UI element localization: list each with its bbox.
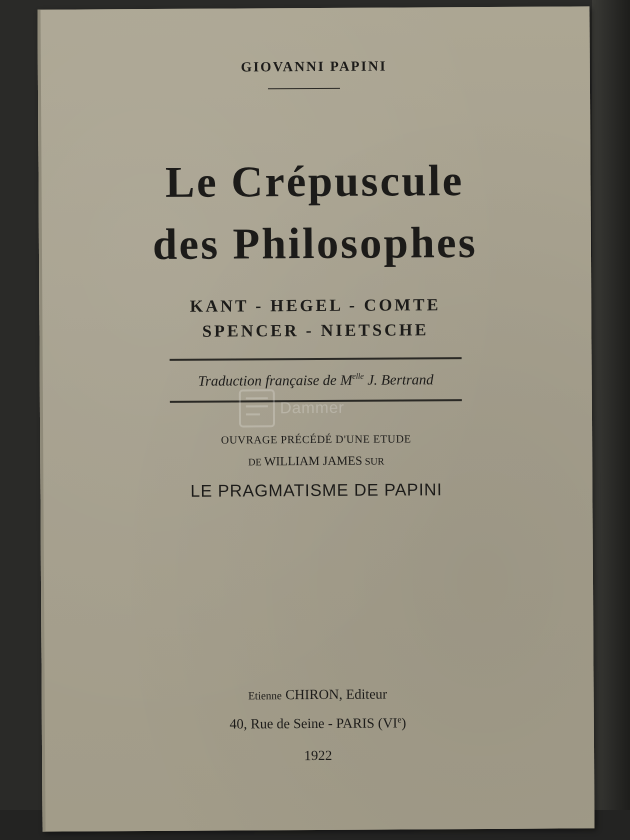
translator-name: J. Bertrand (363, 372, 434, 389)
address-superscript: e (397, 714, 402, 725)
preface-author (40, 452, 592, 470)
philosophers-line-1: KANT - HEGEL - COMTE (189, 295, 441, 316)
divider-top (170, 357, 462, 360)
publisher-etienne: Etienne (248, 690, 282, 703)
title-line-1: Le Crépuscule (165, 156, 464, 207)
publisher-address (42, 713, 594, 734)
watermark (236, 384, 396, 433)
book-cover (37, 6, 594, 831)
preface-author-name: WILLIAM JAMES (264, 453, 363, 469)
publisher (42, 686, 594, 705)
author-name: GIOVANNI PAPINI (240, 59, 387, 76)
preface-subject: LE PRAGMATISME DE PAPINI (190, 480, 443, 501)
preface-sur: SUR (362, 456, 385, 468)
preface-de: DE (248, 457, 265, 469)
translation-prefix: Traduction française de M (197, 372, 353, 390)
backdrop-right (592, 0, 630, 840)
philosophers-line-2: SPENCER - NIETSCHE (202, 320, 429, 341)
publisher-role: Editeur (345, 687, 388, 703)
publisher-name: CHIRON, (281, 687, 347, 704)
author-underline (268, 88, 340, 89)
preface-note: OUVRAGE PRÉCÉDÉ D'UNE ETUDE (220, 433, 412, 447)
address-close: ) (401, 716, 407, 732)
translation-superscript: elle (352, 371, 364, 381)
title-line-2: des Philosophes (152, 218, 478, 269)
watermark-text: Dammer (279, 399, 345, 418)
address-main: 40, Rue de Seine - PARIS (VI (229, 716, 398, 733)
cover-edge (37, 10, 45, 832)
publication-year: 1922 (304, 748, 333, 765)
